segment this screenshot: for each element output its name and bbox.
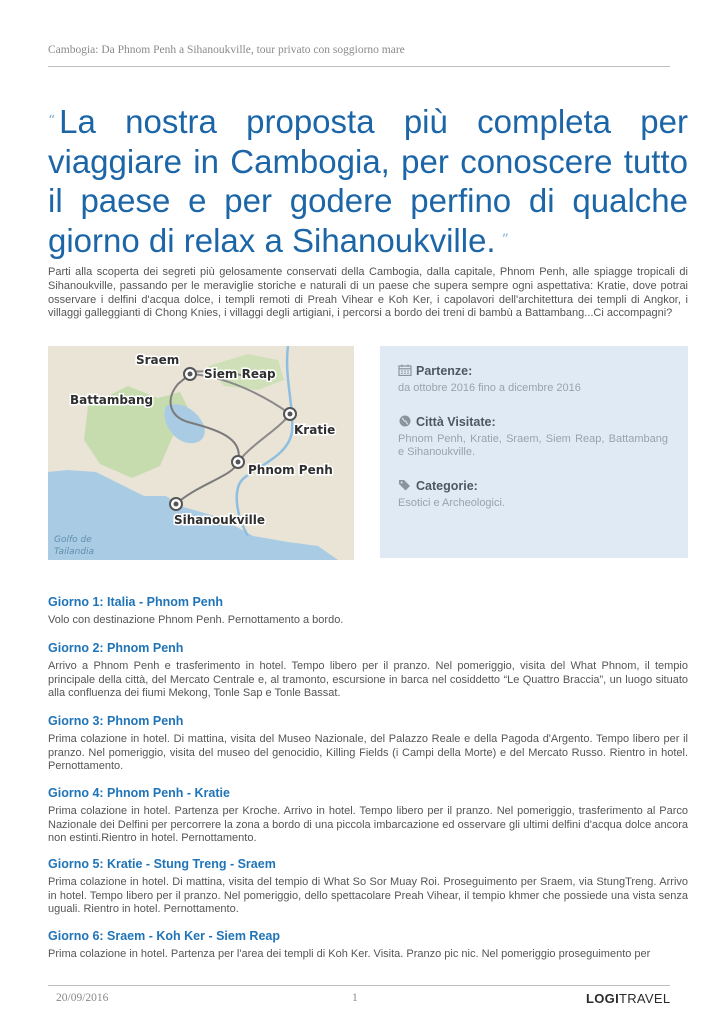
headline-text: La nostra proposta più completa per viaggiare in Cambogia, per conoscere tutto il paese e per godere perfino di qualche giorno di relax a Sihanoukville. [48,103,688,259]
categories-block [398,479,668,510]
headline [48,102,688,260]
map-marker-dot [236,460,241,465]
map-label-phnom-penh: Phnom Penh [248,463,333,477]
day-description: Prima colazione in hotel. Di mattina, visita del tempio di What So Sor Muay Roi. Proseguimento per Sraem, via StungTreng. Arrivo in hotel. Tempo libero per il pranzo. Nel pomeriggio, dello spettacolare Preah Vihear, il tempio khmer che possiede una vista senza uguali. Rientro in hotel. Pernottamento. [48,876,688,916]
map-label-sea-1: Golfo de [54,535,92,545]
map-marker-dot [174,502,179,507]
map-marker-dot [188,372,193,377]
categories-label: Categorie: [416,479,478,493]
header-title: Cambogia: Da Phnom Penh a Sihanoukville, tour privato con soggiorno mare [48,44,405,56]
open-quote-icon: “ [48,113,56,129]
map-label-siem-reap: Siem Reap [204,367,276,381]
page-number: 1 [352,992,358,1004]
close-quote-icon: ” [501,231,509,248]
day-title: Giorno 6: Sraem - Koh Ker - Siem Reap [48,929,280,943]
itinerary-day [48,714,688,774]
trip-info-box [380,346,688,558]
globe-icon [398,415,412,427]
tags-icon [398,479,412,491]
day-description: Arrivo a Phnom Penh e trasferimento in hotel. Tempo libero per il pranzo. Nel pomeriggio, visita del What Phnom, il tempio principale della città, del Mercato Centrale e, al tramonto, escursione in barca nel cosiddetto “Le Quattro Braccia”, un luogo situato alla confluenza dei fiumi Mekong, Tonle Sap e Tonle Bassat. [48,660,688,700]
footer-rule [48,985,670,986]
day-description: Prima colazione in hotel. Partenza per Kroche. Arrivo in hotel. Tempo libero per il pranzo. Nel pomeriggio, trasferimento al Parco Nazionale dei Delfini per percorrere la zona a bordo di una piccola imbarcazione ed osservare gli ultimi delfini d'acqua dolce ancora non estinti.Rientro in hotel. Pernottamento. [48,805,688,845]
categories-heading [398,479,668,493]
itinerary-day [48,929,688,962]
departures-value: da ottobre 2016 fino a dicembre 2016 [398,382,581,394]
logo-bold-part: LOGI [586,991,619,1006]
map-label-sihanoukville: Sihanoukville [174,513,266,527]
itinerary-day [48,857,688,917]
day-description: Prima colazione in hotel. Di mattina, visita del Museo Nazionale, del Palazzo Reale e della Pagoda d'Argento. Tempo libero per il pranzo. Nel pomeriggio, visita del museo del genocidio, Killing Fields (i Campi della Morte) e del Mercato Russo. Rientro in hotel. Pernottamento. [48,733,688,773]
map-label-kratie: Kratie [294,423,336,437]
route-map-graphic [48,346,354,560]
cities-heading [398,415,668,429]
departures-label: Partenze: [416,364,473,378]
cities-value: Phnom Penh, Kratie, Sraem, Siem Reap, Battambang e Sihanoukville. [398,433,668,458]
departures-heading [398,364,668,378]
calendar-icon [398,364,412,376]
cities-block [398,415,668,459]
day-title: Giorno 2: Phnom Penh [48,641,184,655]
footer-date: 20/09/2016 [56,992,109,1004]
itinerary-day [48,595,688,628]
map-label-battambang: Battambang [70,393,154,407]
map-label-sraem: Sraem [136,353,180,367]
map-marker-dot [288,412,293,417]
map-label-sea-2: Tailandia [54,547,95,557]
route-map [48,346,354,560]
itinerary-day [48,786,688,846]
departures-block [398,364,668,395]
day-description: Prima colazione in hotel. Partenza per l'area dei templi di Koh Ker. Visita. Pranzo pic nic. Nel pomeriggio proseguimento per [48,948,651,960]
logitravel-logo [586,991,670,1006]
day-description: Volo con destinazione Phnom Penh. Pernottamento a bordo. [48,614,344,626]
intro-paragraph: Parti alla scoperta dei segreti più gelosamente conservati della Cambogia, dalla capitale, Phnom Penh, alle spiagge tropicali di Sihanoukville, passando per le meraviglie storiche e naturali di un paese che supera sempre ogni aspettativa: Kratie, dove potrai osservare i delfini d'acqua dolce, i templi remoti di Preah Vihear e Koh Ker, i capolavori dell'architettura dei templi di Angkor, i villaggi galleggianti di Chong Knies, i villaggi degli artigiani, i percorsi a bordo dei treni di bambù a Battambang...Ci accompagni? [48,266,688,320]
day-title: Giorno 1: Italia - Phnom Penh [48,595,224,609]
day-title: Giorno 5: Kratie - Stung Treng - Sraem [48,857,276,871]
itinerary-day [48,641,688,701]
logo-light-part: TRAVEL [618,991,671,1006]
day-title: Giorno 4: Phnom Penh - Kratie [48,786,230,800]
cities-label: Città Visitate: [416,415,496,429]
day-title: Giorno 3: Phnom Penh [48,714,184,728]
header-rule [48,66,670,67]
categories-value: Esotici e Archeologici. [398,497,505,509]
